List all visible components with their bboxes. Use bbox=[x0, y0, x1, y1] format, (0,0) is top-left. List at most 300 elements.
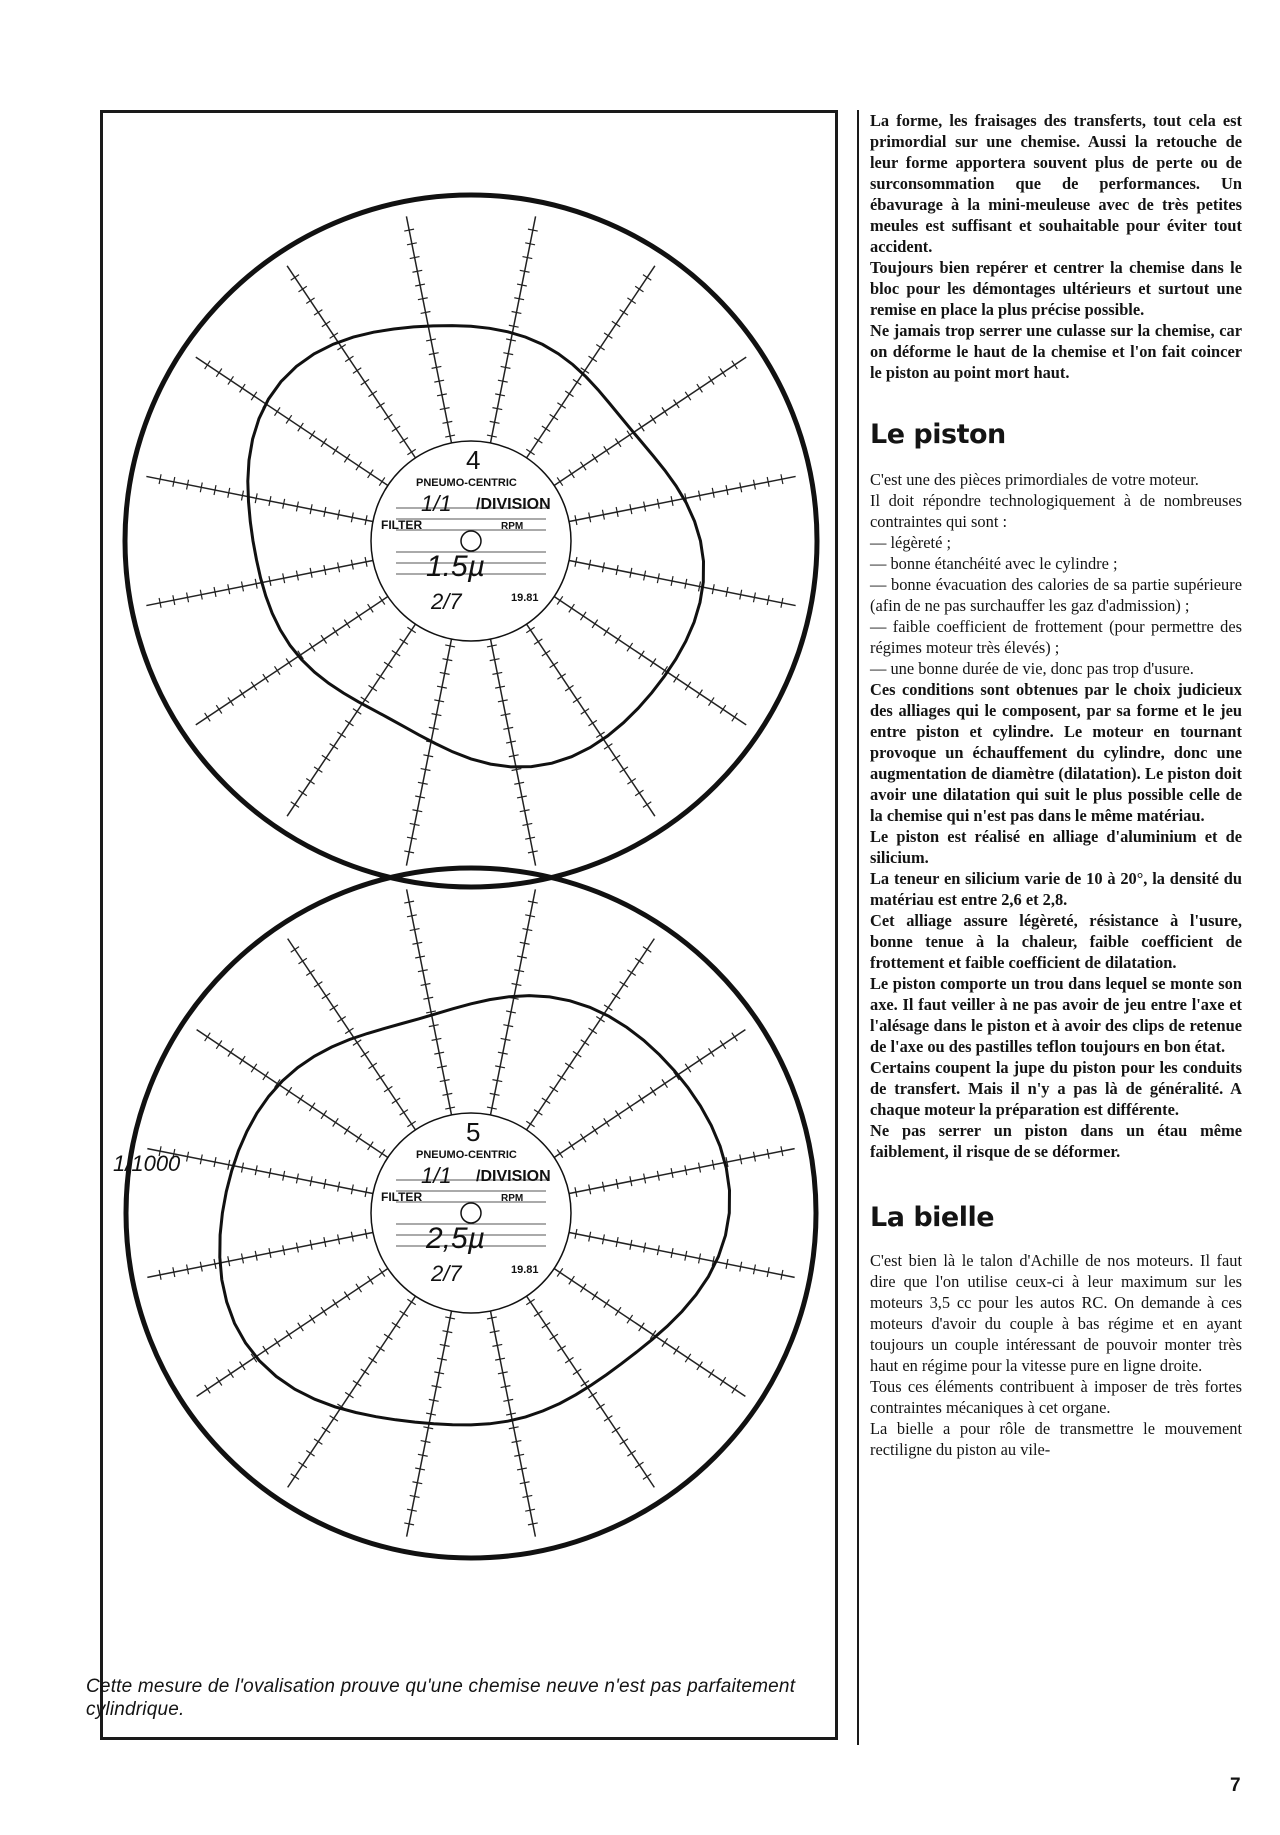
radial-tick bbox=[216, 369, 222, 377]
radial-tick bbox=[330, 744, 338, 750]
chart-division-label: /DIVISION bbox=[476, 496, 551, 513]
paragraph: — bonne étanchéité avec le cylindre ; bbox=[870, 554, 1118, 573]
radial-tick bbox=[240, 1362, 246, 1370]
radial-tick bbox=[615, 439, 621, 447]
radial-tick bbox=[639, 1095, 645, 1103]
radial-tick bbox=[615, 1307, 621, 1315]
radial-tick bbox=[685, 1354, 691, 1362]
radial-tick bbox=[697, 384, 703, 392]
radial-tick bbox=[674, 674, 680, 682]
radial-tick bbox=[205, 1033, 211, 1041]
radial-tick bbox=[344, 620, 350, 628]
radial-tick bbox=[589, 1392, 597, 1398]
radial-tick bbox=[596, 1404, 604, 1410]
radial-scale-line bbox=[287, 620, 418, 816]
radial-tick bbox=[263, 1072, 269, 1080]
radial-tick bbox=[639, 1323, 645, 1331]
radial-tick bbox=[333, 1118, 339, 1126]
radial-scale-line bbox=[550, 594, 746, 725]
radial-tick bbox=[550, 1086, 558, 1092]
radial-scale-line bbox=[564, 1149, 794, 1195]
radial-tick bbox=[732, 1033, 738, 1041]
chart-handwritten-reading: 1.5µ bbox=[426, 550, 485, 583]
paragraph: — bonne évacuation des calories de sa partie supérieure (afin de ne pas surchauffer les gaz d'admission) ; bbox=[870, 575, 1242, 615]
radial-tick bbox=[643, 802, 651, 808]
paragraph: Ne jamais trop serrer une culasse sur la chemise, car on déforme le haut de la chemise et l'on fait coincer le piston au point mort haut. bbox=[870, 321, 1242, 382]
paragraph: Ne pas serrer un piston dans un étau même faiblement, il risque de se déformer. bbox=[870, 1121, 1242, 1161]
radial-tick bbox=[291, 947, 299, 953]
chart-filter-label: FILTER bbox=[381, 1190, 423, 1204]
radial-tick bbox=[565, 391, 573, 397]
radial-tick bbox=[353, 1040, 361, 1046]
radial-tick bbox=[228, 697, 234, 705]
radial-scale-line bbox=[196, 357, 392, 488]
paragraph: Toujours bien repérer et centrer la chemise dans le bloc pour les démontages ultérieurs et surtout une remise en place la plus précise possible. bbox=[870, 258, 1242, 319]
paragraph: Tous ces éléments contribuent à imposer de très fortes contraintes mécaniques à cet organe. bbox=[870, 1377, 1242, 1417]
radial-tick bbox=[392, 1322, 400, 1328]
radial-tick bbox=[353, 1381, 361, 1387]
radial-tick bbox=[592, 1126, 598, 1134]
radial-tick bbox=[612, 993, 620, 999]
radial-tick bbox=[604, 1416, 612, 1422]
radial-tick bbox=[604, 744, 612, 750]
radial-tick bbox=[321, 439, 327, 447]
radial-tick bbox=[565, 1063, 573, 1069]
radial-tick bbox=[263, 1346, 269, 1354]
paragraph: C'est bien là le talon d'Achille de nos moteurs. Il faut dire que l'on utilise ceux-ci à leur maximum sur les moteurs 3,5 cc pour les autos RC. On demande à ces moteurs d'avoir du couple à bas régime et en ayant toujours un couple intéressant de pouvoir monter très haut en régime pour la vitesse pure en ligne droite. bbox=[870, 1251, 1242, 1375]
paragraph: La bielle a pour rôle de transmettre le mouvement rectiligne du piston au vile- bbox=[870, 1419, 1242, 1459]
radial-tick bbox=[604, 1299, 610, 1307]
radial-tick bbox=[291, 275, 299, 281]
radial-tick bbox=[639, 651, 645, 659]
figure-frame bbox=[100, 110, 838, 1740]
radial-tick bbox=[240, 384, 246, 392]
radial-tick bbox=[356, 462, 362, 470]
radial-tick bbox=[309, 643, 315, 651]
radial-tick bbox=[337, 1016, 345, 1022]
radial-tick bbox=[674, 400, 680, 408]
radial-tick bbox=[228, 1369, 234, 1377]
radial-scale-line bbox=[288, 939, 419, 1134]
radial-tick bbox=[299, 286, 307, 292]
chart-handwritten-mark: 1/1 bbox=[421, 1163, 452, 1188]
radial-tick bbox=[550, 662, 558, 668]
radial-tick bbox=[589, 720, 597, 726]
radial-tick bbox=[627, 779, 635, 785]
radial-tick bbox=[580, 612, 586, 620]
paragraph: La forme, les fraisages des transferts, tout cela est primordial sur une chemise. Aussi la retouche de leur forme apportera souvent plus de perte ou de surconsommation que de performances. Un ébavurage à la mini-meuleuse avec de très petites meules est suffisant et souhaitable pour éviter tout accident. bbox=[870, 111, 1242, 256]
radial-tick bbox=[286, 415, 292, 423]
radial-tick bbox=[407, 1121, 415, 1127]
radial-tick bbox=[356, 612, 362, 620]
radial-tick bbox=[291, 1474, 299, 1480]
radial-tick bbox=[314, 982, 322, 988]
radial-tick bbox=[298, 423, 304, 431]
radial-tick bbox=[376, 1346, 384, 1352]
radial-tick bbox=[361, 379, 369, 385]
radial-tick bbox=[697, 1056, 703, 1064]
radial-tick bbox=[286, 659, 292, 667]
radial-tick bbox=[345, 1028, 353, 1034]
radial-tick bbox=[635, 790, 643, 796]
radial-tick bbox=[274, 407, 280, 415]
intro-text bbox=[870, 110, 1242, 383]
radial-tick bbox=[596, 1016, 604, 1022]
radial-tick bbox=[557, 1268, 563, 1276]
radial-tick bbox=[573, 1369, 581, 1375]
radial-tick bbox=[345, 720, 353, 726]
piston-section-text bbox=[870, 469, 1242, 1162]
radial-tick bbox=[542, 1098, 550, 1104]
radial-tick bbox=[314, 1439, 322, 1445]
heading-le-piston: Le piston bbox=[870, 419, 1006, 450]
radial-tick bbox=[309, 1315, 315, 1323]
radial-tick bbox=[604, 333, 612, 339]
radial-tick bbox=[604, 1005, 612, 1011]
chart-handwritten-date: 2/7 bbox=[431, 589, 462, 614]
radial-tick bbox=[596, 732, 604, 738]
radial-scale-line bbox=[287, 266, 418, 462]
radial-tick bbox=[369, 685, 377, 691]
heading-la-bielle: La bielle bbox=[870, 1202, 995, 1233]
radial-tick bbox=[322, 321, 330, 327]
radial-tick bbox=[557, 1075, 565, 1081]
radial-tick bbox=[356, 1134, 362, 1142]
radial-tick bbox=[314, 767, 322, 773]
radial-tick bbox=[627, 1451, 635, 1457]
radial-tick bbox=[369, 1357, 377, 1363]
radial-tick bbox=[569, 1142, 575, 1150]
radial-tick bbox=[580, 462, 586, 470]
radial-scale-line bbox=[407, 889, 453, 1119]
radial-tick bbox=[542, 426, 550, 432]
radial-tick bbox=[573, 697, 581, 703]
chart-handwritten-mark: 1/1 bbox=[421, 491, 452, 516]
bielle-section-text bbox=[870, 1250, 1242, 1460]
radial-tick bbox=[589, 356, 597, 362]
radial-tick bbox=[369, 391, 377, 397]
radial-tick bbox=[620, 310, 628, 316]
radial-tick bbox=[376, 403, 384, 409]
radial-scale-line bbox=[147, 1232, 377, 1278]
radial-tick bbox=[306, 779, 314, 785]
radial-tick bbox=[589, 1028, 597, 1034]
radial-tick bbox=[557, 596, 563, 604]
chart-brand-label: PNEUMO-CENTRIC bbox=[416, 477, 517, 489]
radial-tick bbox=[674, 1346, 680, 1354]
radial-tick bbox=[251, 1064, 257, 1072]
radial-tick bbox=[309, 1103, 315, 1111]
radial-tick bbox=[400, 1110, 408, 1116]
radial-tick bbox=[368, 604, 374, 612]
radial-tick bbox=[580, 1134, 586, 1142]
radial-tick bbox=[565, 685, 573, 691]
radial-tick bbox=[400, 639, 408, 645]
radial-tick bbox=[407, 449, 415, 455]
radial-tick bbox=[306, 1451, 314, 1457]
radial-tick bbox=[353, 709, 361, 715]
radial-tick bbox=[526, 627, 534, 633]
chart-filter-label: FILTER bbox=[381, 518, 423, 532]
radial-tick bbox=[321, 1307, 327, 1315]
radial-tick bbox=[592, 1292, 598, 1300]
radial-tick bbox=[526, 1121, 534, 1127]
radial-tick bbox=[407, 1299, 415, 1305]
radial-tick bbox=[205, 713, 211, 721]
center-hole bbox=[461, 1203, 481, 1223]
radial-tick bbox=[384, 662, 392, 668]
radial-tick bbox=[720, 1041, 726, 1049]
radial-tick bbox=[309, 431, 315, 439]
radial-tick bbox=[627, 1103, 633, 1111]
radial-tick bbox=[612, 755, 620, 761]
radial-tick bbox=[333, 446, 339, 454]
radial-scale-line bbox=[406, 216, 452, 447]
radial-tick bbox=[526, 449, 534, 455]
radial-tick bbox=[216, 1041, 222, 1049]
radial-tick bbox=[384, 1086, 392, 1092]
radial-tick bbox=[615, 635, 621, 643]
radial-tick bbox=[376, 674, 384, 680]
radial-tick bbox=[557, 1149, 563, 1157]
paragraph: La teneur en silicium varie de 10 à 20°, la densité du matériau est entre 2,6 et 2,8. bbox=[870, 869, 1242, 909]
radial-scale-line bbox=[197, 1266, 392, 1397]
radial-tick bbox=[298, 1095, 304, 1103]
radial-tick bbox=[643, 275, 651, 281]
radial-tick bbox=[322, 755, 330, 761]
radial-scale-line bbox=[524, 620, 655, 816]
radial-tick bbox=[569, 470, 575, 478]
chart-year-label: 19.81 bbox=[511, 1264, 539, 1276]
radial-tick bbox=[592, 620, 598, 628]
radial-tick bbox=[620, 1439, 628, 1445]
radial-tick bbox=[534, 1110, 542, 1116]
radial-tick bbox=[612, 321, 620, 327]
radial-tick bbox=[635, 286, 643, 292]
radial-tick bbox=[314, 310, 322, 316]
radial-scale-line bbox=[147, 1149, 377, 1195]
paragraph: Certains coupent la jupe du piston pour les conduits de transfert. Mais il n'y a pas là de généralité. A chaque moteur la préparation est différente. bbox=[870, 1058, 1242, 1119]
radial-tick bbox=[330, 333, 338, 339]
radial-tick bbox=[216, 705, 222, 713]
radial-tick bbox=[356, 1284, 362, 1292]
radial-tick bbox=[392, 650, 400, 656]
radial-tick bbox=[620, 767, 628, 773]
radial-scale-line bbox=[564, 476, 795, 522]
radial-tick bbox=[344, 1292, 350, 1300]
radial-tick bbox=[709, 1048, 715, 1056]
ovality-charts-figure bbox=[103, 113, 838, 1740]
radial-tick bbox=[298, 1323, 304, 1331]
radial-tick bbox=[662, 1079, 668, 1087]
radial-tick bbox=[542, 650, 550, 656]
page-number: 7 bbox=[1230, 1775, 1241, 1796]
radial-tick bbox=[353, 368, 361, 374]
radial-tick bbox=[333, 627, 339, 635]
radial-tick bbox=[612, 1427, 620, 1433]
radial-tick bbox=[557, 1346, 565, 1352]
radial-tick bbox=[685, 392, 691, 400]
radial-scale-line bbox=[524, 939, 655, 1134]
radial-tick bbox=[685, 682, 691, 690]
chart-handwritten-reading: 2,5µ bbox=[426, 1222, 485, 1255]
radial-tick bbox=[251, 392, 257, 400]
radial-tick bbox=[251, 682, 257, 690]
radial-tick bbox=[333, 1299, 339, 1307]
paragraph: — légèreté ; bbox=[870, 533, 952, 552]
radial-tick bbox=[732, 713, 738, 721]
radial-tick bbox=[286, 1087, 292, 1095]
radial-scale-line bbox=[197, 1030, 392, 1161]
radial-tick bbox=[643, 947, 651, 953]
chart-division-label: /DIVISION bbox=[476, 1168, 551, 1185]
radial-scale-line bbox=[550, 1266, 745, 1397]
radial-tick bbox=[368, 470, 374, 478]
radial-scale-line bbox=[146, 476, 377, 522]
radial-scale-line bbox=[564, 560, 795, 606]
radial-tick bbox=[580, 1284, 586, 1292]
radial-tick bbox=[321, 1111, 327, 1119]
radial-tick bbox=[662, 1338, 668, 1346]
paragraph: Ces conditions sont obtenues par le choix judicieux des alliages qui le composent, par sa forme et le jeu entre piston et cylindre. Le moteur en tournant provoque un échauffement du cylindre, donc une augmentation de diamètre (dilatation). Le piston doit avoir une dilatation qui suit le plus possible celle de la chemise qui n'est pas dans le même matériau. bbox=[870, 680, 1242, 825]
chart-handwritten-date: 2/7 bbox=[431, 1261, 462, 1286]
paragraph: Il doit répondre technologiquement à de nombreuses contraintes qui sont : bbox=[870, 491, 1242, 531]
center-hole bbox=[461, 531, 481, 551]
radial-tick bbox=[639, 423, 645, 431]
radial-tick bbox=[732, 1385, 738, 1393]
radial-tick bbox=[569, 604, 575, 612]
radial-tick bbox=[709, 376, 715, 384]
radial-tick bbox=[635, 958, 643, 964]
chart-brand-label: PNEUMO-CENTRIC bbox=[416, 1149, 517, 1161]
radial-tick bbox=[534, 639, 542, 645]
radial-tick bbox=[379, 1149, 385, 1157]
radial-tick bbox=[345, 356, 353, 362]
paragraph: Le piston comporte un trou dans lequel se monte son axe. Il faut veiller à ne pas avoir de jeu entre l'axe et l'alésage dans le piston et à avoir des clips de retenue de l'axe ou des pastilles teflon toujours en bon état. bbox=[870, 974, 1242, 1056]
radial-tick bbox=[627, 298, 635, 304]
radial-tick bbox=[709, 697, 715, 705]
radial-tick bbox=[321, 635, 327, 643]
radial-tick bbox=[697, 690, 703, 698]
paragraph: Cet alliage assure légèreté, résistance à l'usure, bonne tenue à la chaleur, faible coefficient de frottement et faible coefficient de dilatation. bbox=[870, 911, 1242, 972]
radial-scale-line bbox=[288, 1292, 419, 1487]
radial-tick bbox=[635, 1462, 643, 1468]
radial-tick bbox=[596, 344, 604, 350]
chart-year-label: 19.81 bbox=[511, 592, 539, 604]
radial-tick bbox=[392, 426, 400, 432]
radial-tick bbox=[400, 438, 408, 444]
radial-tick bbox=[550, 414, 558, 420]
text-column bbox=[870, 110, 1242, 1460]
radial-tick bbox=[361, 1369, 369, 1375]
radial-tick bbox=[368, 1276, 374, 1284]
radial-tick bbox=[306, 970, 314, 976]
radial-tick bbox=[228, 1048, 234, 1056]
radial-tick bbox=[685, 1064, 691, 1072]
radial-tick bbox=[581, 1040, 589, 1046]
radial-tick bbox=[216, 1377, 222, 1385]
radial-tick bbox=[565, 1357, 573, 1363]
radial-tick bbox=[550, 1334, 558, 1340]
radial-tick bbox=[709, 1369, 715, 1377]
radial-tick bbox=[643, 1474, 651, 1480]
radial-tick bbox=[330, 1005, 338, 1011]
radial-tick bbox=[205, 1385, 211, 1393]
radial-tick bbox=[526, 1299, 534, 1305]
radial-tick bbox=[650, 415, 656, 423]
radial-tick bbox=[274, 666, 280, 674]
radial-tick bbox=[581, 1381, 589, 1387]
radial-tick bbox=[392, 1098, 400, 1104]
radial-tick bbox=[407, 627, 415, 633]
radial-tick bbox=[379, 1268, 385, 1276]
radial-tick bbox=[337, 344, 345, 350]
radial-tick bbox=[720, 1377, 726, 1385]
radial-tick bbox=[205, 361, 211, 369]
radial-tick bbox=[732, 361, 738, 369]
paragraph: — une bonne durée de vie, donc pas trop d'usure. bbox=[870, 659, 1194, 678]
radial-tick bbox=[376, 1075, 384, 1081]
radial-tick bbox=[286, 1331, 292, 1339]
margin-handwritten-note: 1/1000 bbox=[113, 1151, 181, 1176]
paragraph: Le piston est réalisé en alliage d'aluminium et de silicium. bbox=[870, 827, 1242, 867]
radial-tick bbox=[627, 1315, 633, 1323]
radial-tick bbox=[534, 438, 542, 444]
radial-scale-line bbox=[490, 889, 536, 1119]
radial-tick bbox=[361, 697, 369, 703]
radial-tick bbox=[662, 407, 668, 415]
radial-tick bbox=[620, 982, 628, 988]
radial-tick bbox=[368, 1142, 374, 1150]
chart-number-handwritten: 5 bbox=[466, 1117, 481, 1147]
radial-tick bbox=[344, 454, 350, 462]
radial-tick bbox=[344, 1126, 350, 1134]
radial-tick bbox=[291, 802, 299, 808]
radial-tick bbox=[299, 1462, 307, 1468]
radial-tick bbox=[604, 627, 610, 635]
radial-tick bbox=[384, 414, 392, 420]
radial-tick bbox=[322, 1427, 330, 1433]
paragraph: C'est une des pièces primordiales de votre moteur. bbox=[870, 470, 1199, 489]
radial-tick bbox=[345, 1392, 353, 1398]
radial-tick bbox=[720, 369, 726, 377]
radial-tick bbox=[581, 709, 589, 715]
radial-tick bbox=[322, 993, 330, 999]
radial-tick bbox=[306, 298, 314, 304]
chart-rpm-label: RPM bbox=[501, 1193, 524, 1204]
radial-tick bbox=[650, 659, 656, 667]
figure-caption: Cette mesure de l'ovalisation prouve qu'une chemise neuve n'est pas parfaitement cylindrique. bbox=[86, 1676, 796, 1720]
radial-tick bbox=[573, 379, 581, 385]
radial-tick bbox=[299, 790, 307, 796]
radial-tick bbox=[627, 970, 635, 976]
radial-tick bbox=[557, 674, 565, 680]
radial-tick bbox=[650, 1087, 656, 1095]
radial-tick bbox=[557, 403, 565, 409]
radial-tick bbox=[604, 446, 610, 454]
radial-tick bbox=[384, 1334, 392, 1340]
radial-tick bbox=[569, 1276, 575, 1284]
radial-tick bbox=[274, 1338, 280, 1346]
radial-tick bbox=[240, 690, 246, 698]
radial-tick bbox=[400, 1311, 408, 1317]
radial-scale-line bbox=[490, 634, 536, 865]
radial-scale-line bbox=[550, 357, 746, 488]
radial-tick bbox=[720, 705, 726, 713]
radial-tick bbox=[369, 1063, 377, 1069]
radial-tick bbox=[361, 1051, 369, 1057]
chart-number-handwritten: 4 bbox=[466, 445, 481, 475]
